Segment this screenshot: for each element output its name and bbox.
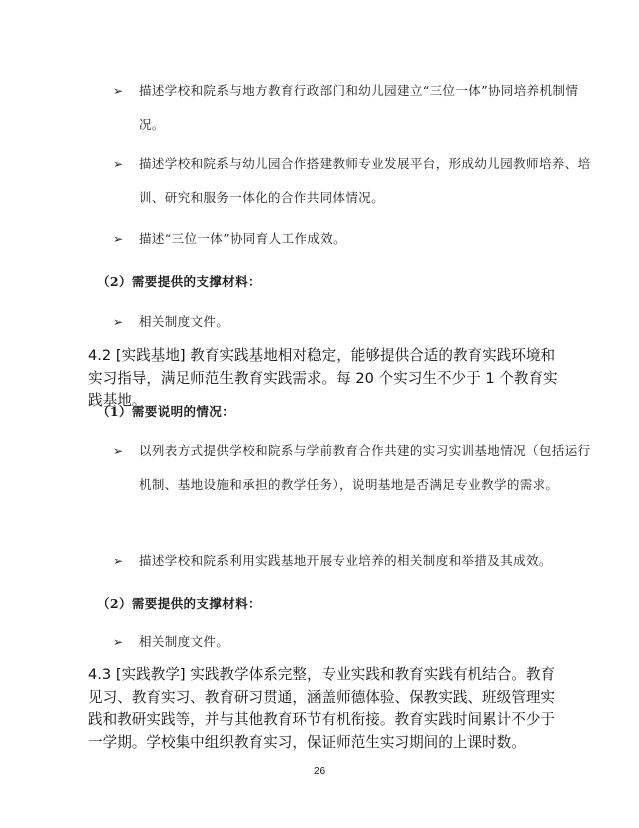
- arrow-bullet-icon: ➢: [113, 84, 124, 98]
- materials-heading: （2）需要提供的支撑材料：: [97, 274, 261, 289]
- bullet-text: 以列表方式提供学校和院系与学前教育合作共建的实习实训基地情况（包括运行机制、基地设施和承担的教学任务），说明基地是否满足专业教学的需求。: [139, 443, 591, 492]
- materials-heading: （2）需要提供的支撑材料：: [97, 596, 261, 611]
- arrow-bullet-icon: ➢: [113, 444, 124, 458]
- bullet-item: [113, 74, 593, 142]
- bullet-text: 描述“三位一体”协同育人工作成效。: [139, 231, 347, 246]
- bullet-text: 相关制度文件。: [139, 314, 230, 329]
- explain-heading: （1）需要说明的情况：: [97, 404, 236, 419]
- bullet-text: 描述学校和院系利用实践基地开展专业培养的相关制度和举措及其成效。: [139, 553, 552, 568]
- arrow-bullet-icon: ➢: [113, 635, 124, 649]
- bullet-item: [113, 434, 593, 502]
- bullet-item: [113, 222, 593, 256]
- section-4-3-text: 4.3 [实践教学] 实践教学体系完整，专业实践和教育实践有机结合。教育见习、教育实习、教育研习贯通，涵盖师德体验、保教实践、班级管理实践和教研实践等，并与其他教育环节有机衔接。教育实践时间累计不少于一学期。学校集中组织教育实习，保证师范生实习期间的上课时数。: [88, 666, 556, 751]
- bullet-text: 描述学校和院系与地方教育行政部门和幼儿园建立“三位一体”协同培养机制情况。: [139, 83, 579, 132]
- arrow-bullet-icon: ➢: [113, 554, 124, 568]
- page-number: 26: [313, 766, 326, 777]
- arrow-bullet-icon: ➢: [113, 232, 124, 246]
- arrow-bullet-icon: ➢: [113, 157, 124, 171]
- bullet-item: [113, 625, 593, 659]
- bullet-item: [113, 305, 593, 339]
- bullet-text: 相关制度文件。: [139, 634, 230, 649]
- bullet-text: 描述学校和院系与幼儿园合作搭建教师专业发展平台，形成幼儿园教师培养、培训、研究和服务一体化的合作共同体情况。: [139, 156, 591, 205]
- arrow-bullet-icon: ➢: [113, 315, 124, 329]
- bullet-item: [113, 544, 593, 578]
- bullet-item: [113, 147, 593, 215]
- section-4-2-text: 4.2 [实践基地] 教育实践基地相对稳定，能够提供合适的教育实践环境和实习指导，满足师范生教育实践需求。每 20 个实习生不少于 1 个教育实践基地。: [88, 347, 558, 409]
